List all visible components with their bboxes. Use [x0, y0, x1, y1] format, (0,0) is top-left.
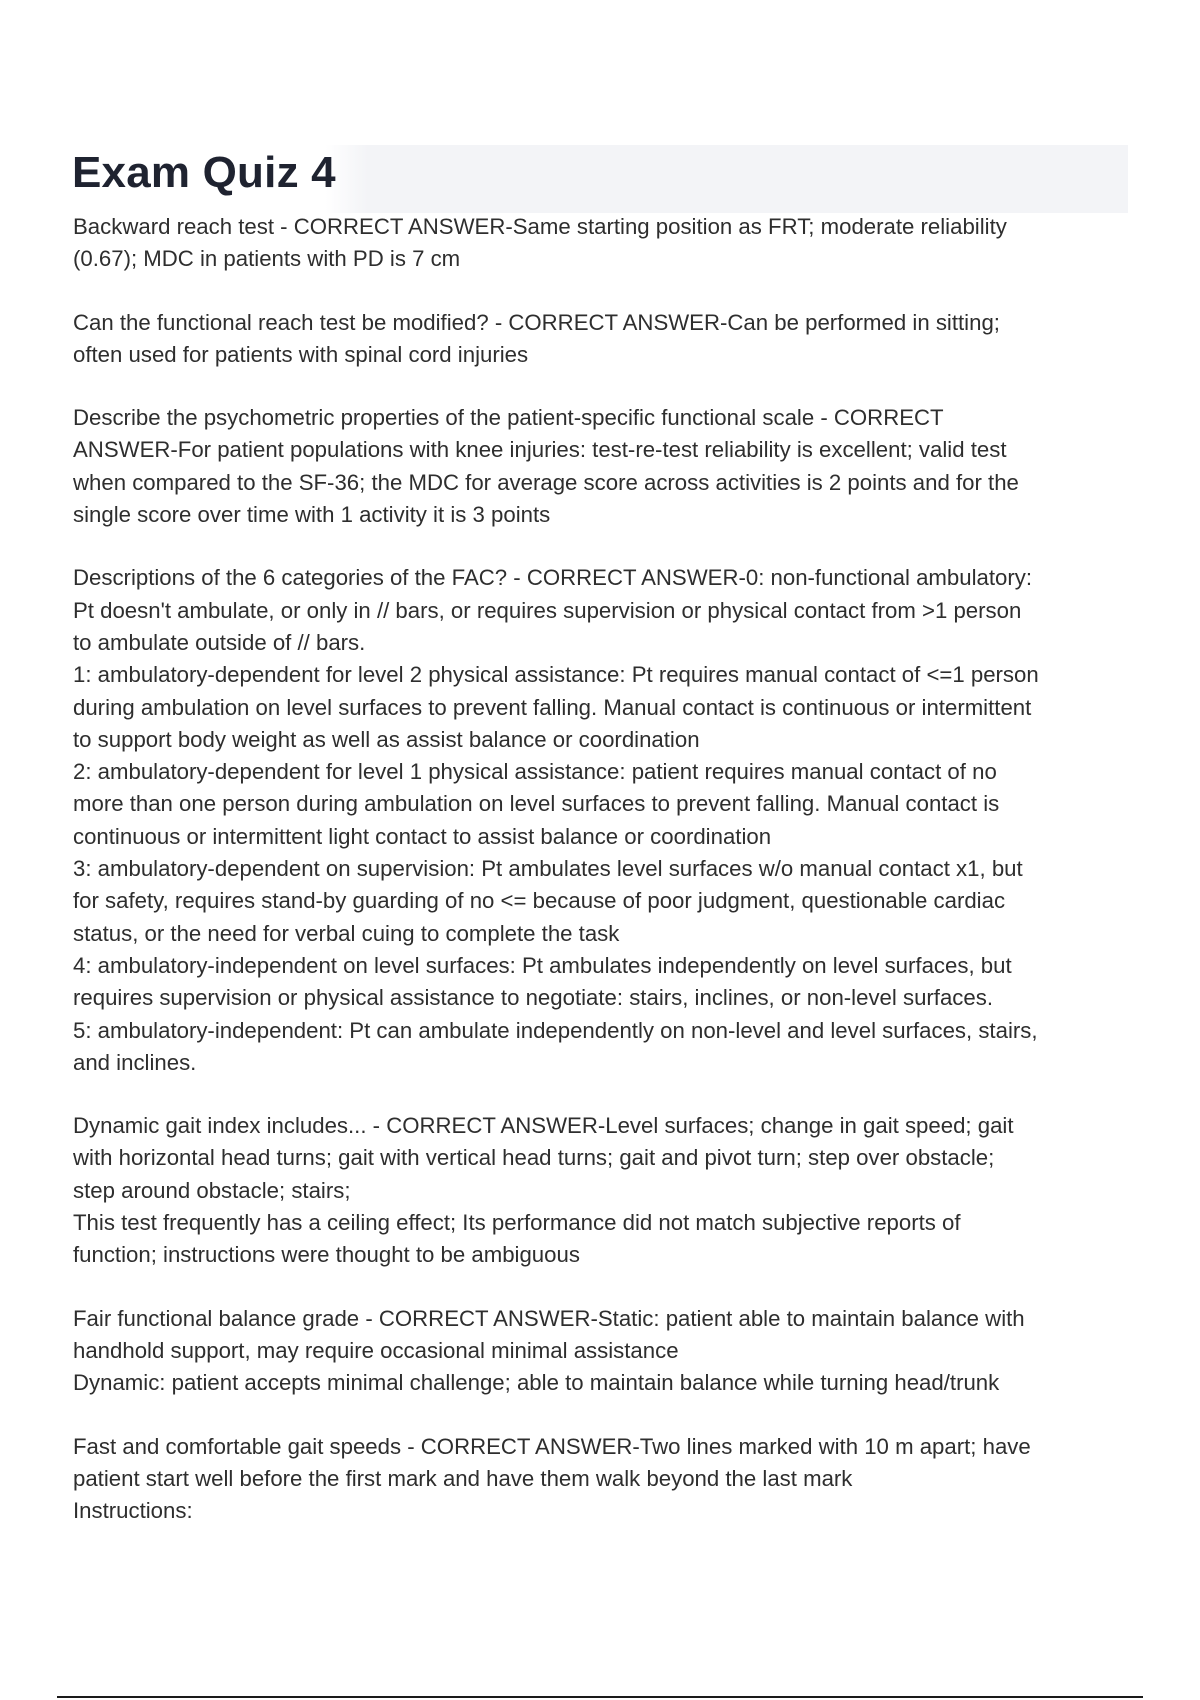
title-banner	[72, 145, 1128, 213]
qa-text: Describe the psychometric properties of the patient-specific functional scale - CORRECT ANSWER-For patient populations with knee injuries: test-re-test reliability is excellent; valid test when compared to the SF-36; the MDC for average score across activities is 2 points and for the single score over time with 1 activity it is 3 points	[73, 405, 1019, 528]
qa-text: 4: ambulatory-independent on level surfaces: Pt ambulates independently on level surfaces, but requires supervision or physical assistance to negotiate: stairs, inclines, or non-level surfaces.	[73, 952, 1012, 1011]
qa-entry	[73, 1110, 1138, 1271]
qa-text: 5: ambulatory-independent: Pt can ambulate independently on non-level and level surfaces, stairs, and inclines.	[73, 1017, 1038, 1075]
qa-text: Can the functional reach test be modified? - CORRECT ANSWER-Can be performed in sitting; often used for patients with spinal cord injuries	[73, 309, 1000, 367]
qa-text: Dynamic: patient accepts minimal challenge; able to maintain balance while turning head/trunk	[73, 1370, 1000, 1396]
qa-text: Backward reach test - CORRECT ANSWER-Same starting position as FRT; moderate reliability (0.67); MDC in patients with PD is 7 cm	[73, 214, 1007, 272]
qa-text: 2: ambulatory-dependent for level 1 physical assistance: patient requires manual contact of no more than one person during ambulation on level surfaces to prevent falling. Manual contact is continuous or intermittent light contact to assist balance or coordination	[73, 759, 1000, 849]
qa-text: 1: ambulatory-dependent for level 2 physical assistance: Pt requires manual contact of <=1 person during ambulation on level surfaces to prevent falling. Manual contact is continuous or intermittent to support body weight as well as assist balance or coordination	[73, 662, 1039, 752]
qa-entry	[73, 562, 1138, 1079]
qa-text: Descriptions of the 6 categories of the FAC? - CORRECT ANSWER-0: non-functional ambulatory: Pt doesn't ambulate, or only in // bars, or requires supervision or physical contact from >1 person to ambulate outside of // bars.	[73, 565, 1032, 655]
qa-entry	[73, 402, 1138, 531]
qa-entry	[73, 1303, 1138, 1400]
qa-list	[73, 211, 1138, 1558]
page-bottom-divider	[57, 1696, 1143, 1698]
qa-text: This test frequently has a ceiling effect; Its performance did not match subjective reports of function; instructions were thought to be ambiguous	[73, 1210, 961, 1268]
qa-text: Instructions:	[73, 1498, 193, 1524]
qa-entry	[73, 1431, 1138, 1528]
qa-entry	[73, 211, 1138, 276]
qa-text: Fair functional balance grade - CORRECT ANSWER-Static: patient able to maintain balance with handhold support, may require occasional minimal assistance	[73, 1305, 1025, 1363]
qa-text: Fast and comfortable gait speeds - CORRECT ANSWER-Two lines marked with 10 m apart; have patient start well before the first mark and have them walk beyond the last mark	[73, 1433, 1031, 1491]
qa-text: 3: ambulatory-dependent on supervision: Pt ambulates level surfaces w/o manual contact x1, but for safety, requires stand-by guarding of no <= because of poor judgment, questionable cardiac status, or the need for verbal cuing to complete the task	[73, 856, 1023, 946]
page-title: Exam Quiz 4	[72, 148, 336, 197]
qa-text: Dynamic gait index includes... - CORRECT ANSWER-Level surfaces; change in gait speed; gait with horizontal head turns; gait with vertical head turns; gait and pivot turn; step over obstacle; step around obstacle; stairs;	[73, 1113, 1014, 1203]
qa-entry	[73, 307, 1138, 372]
